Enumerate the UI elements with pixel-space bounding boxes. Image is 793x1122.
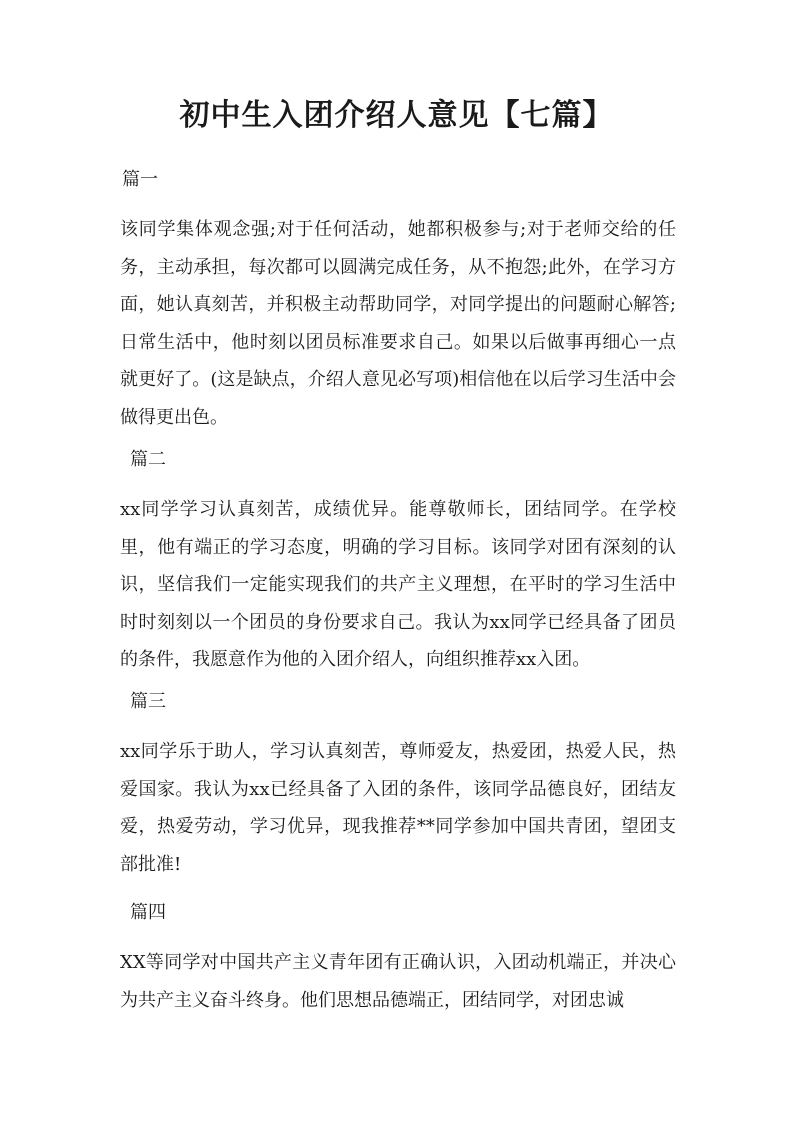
section-heading-2: 篇二 (130, 449, 166, 470)
section-heading-3: 篇三 (130, 691, 166, 712)
section-heading-1: 篇一 (122, 169, 158, 190)
document-title: 初中生入团介绍人意见【七篇】 (179, 98, 614, 133)
section-body-1: 该同学集体观念强;对于任何活动，她都积极参与;对于老师交给的任务，主动承担，每次都可以圆满完成任务，从不抱怨;此外，在学习方面，她认真刻苦，并积极主动帮助同学，对同学提出的问题耐心解答;日常生活中，他时刻以团员标准要求自己。如果以后做事再细心一点就更好了。(这是缺点，介绍人意见必写项)相信他在以后学习生活中会做得更出色。 (120, 219, 676, 428)
section-body-2: xx同学学习认真刻苦，成绩优异。能尊敬师长，团结同学。在学校里，他有端正的学习态度，明确的学习目标。该同学对团有深刻的认识，坚信我们一定能实现我们的共产主义理想，在平时的学习生活中时时刻刻以一个团员的身份要求自己。我认为xx同学已经具备了团员的条件，我愿意作为他的入团介绍人，向组织推荐xx入团。 (120, 499, 676, 670)
section-heading-4: 篇四 (130, 902, 166, 923)
section-body-3: xx同学乐于助人，学习认真刻苦，尊师爱友，热爱团，热爱人民，热爱国家。我认为xx已经具备了入团的条件，该同学品德良好，团结友爱，热爱劳动，学习优异，现我推荐**同学参加中国共青团，望团支部批准! (120, 741, 676, 875)
section-body-4: XX等同学对中国共产主义青年团有正确认识，入团动机端正，并决心为共产主义奋斗终身。他们思想品德端正，团结同学，对团忠诚 (120, 952, 676, 1011)
